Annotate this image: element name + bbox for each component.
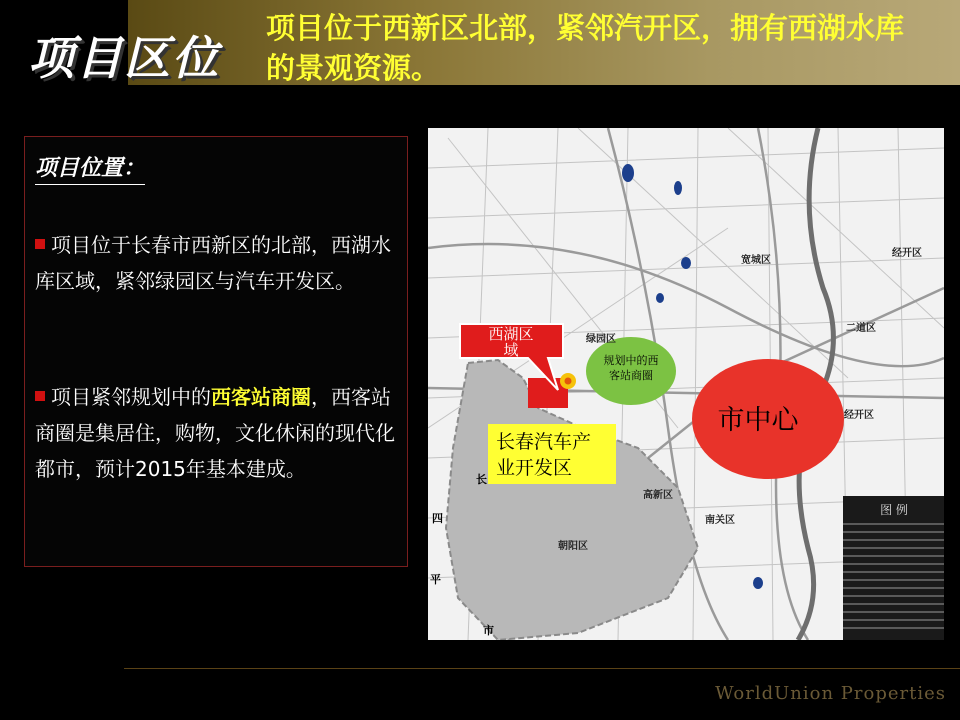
district-nanguan: 南关区 [705,515,735,526]
legend-box [843,496,944,640]
xihu-label-line1: 西湖区 [488,325,534,343]
section-heading: 项目位置： [35,151,145,185]
edge-label-ping: 平 [430,573,441,586]
district-lvyuan: 绿园区 [586,334,616,345]
xike-label-line1: 规划中的西 [603,354,659,367]
xihu-label-line2: 域 [503,341,519,359]
district-erdao: 二道区 [846,323,876,334]
paragraph-2-prefix: 项目紧邻规划中的 [51,385,211,409]
paragraph-1-text: 项目位于长春市西新区的北部，西湖水库区域，紧邻绿园区与汽车开发区。 [35,233,391,293]
map-graphic [428,128,944,640]
district-jingkai-north: 经开区 [892,248,922,259]
paragraph-2-highlight: 西客站商圈 [211,385,311,409]
district-jingkai: 经开区 [844,410,874,421]
footer-logo: WorldUnion Properties [715,683,946,704]
bullet-icon [35,391,45,401]
xike-label-line2: 客站商圈 [609,369,653,382]
bullet-icon [35,239,45,249]
district-kuancheng: 宽城区 [741,255,771,266]
edge-label-4: 四 [432,512,443,525]
district-chaoyang: 朝阳区 [558,541,588,552]
edge-label-chang: 长 [476,473,487,486]
location-map [428,128,944,640]
info-box [24,136,408,567]
paragraph-1 [35,227,395,299]
district-gaoxin: 高新区 [643,490,673,501]
auto-zone-label-line2: 业开发区 [496,457,573,479]
page-title: 项目区位 [28,31,220,85]
paragraph-2 [35,379,395,487]
paragraph-2-suffix: ，西客站商圈是集居住，购物，文化休闲的现代化都市，预计2015年基本建成。 [35,385,395,481]
footer-divider [124,668,960,669]
edge-label-shi: 市 [483,624,494,637]
city-center-label: 市中心 [717,405,799,436]
auto-zone-label-line1: 长春汽车产 [496,431,592,453]
legend-title: 图 例 [880,503,908,517]
headline: 项目位于西新区北部，紧邻汽开区，拥有西湖水库的景观资源。 [266,11,905,85]
